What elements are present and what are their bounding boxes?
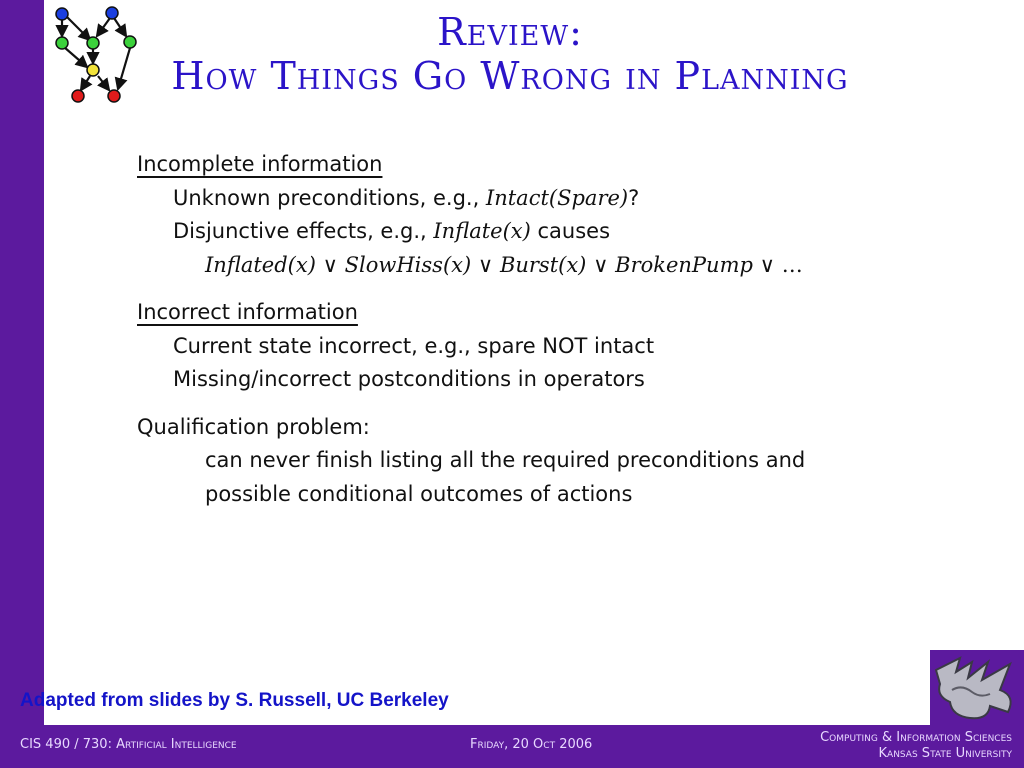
footer-dept-line-1: Computing & Information Sciences <box>820 730 1012 745</box>
footer-course: CIS 490 / 730: Artificial Intelligence <box>20 737 237 752</box>
text: ? <box>628 185 640 210</box>
slide-content <box>137 148 897 511</box>
or-symbol: ∨ <box>759 252 776 277</box>
or-symbol: ∨ <box>593 252 609 277</box>
term-brokenpump: BrokenPump <box>615 252 753 277</box>
footer-dept-line-2: Kansas State University <box>878 746 1012 761</box>
item-disjunctive-effects <box>137 215 897 249</box>
math-inflate: Inflate(x) <box>433 219 531 243</box>
footer-date: Friday, 20 Oct 2006 <box>470 737 593 752</box>
list-item: Current state incorrect, e.g., spare NOT intact <box>173 333 655 358</box>
text: Unknown preconditions, e.g., <box>173 185 486 210</box>
list-item: possible conditional outcomes of actions <box>205 481 633 506</box>
term-inflated: Inflated(x) <box>205 252 316 277</box>
list-item: can never finish listing all the required preconditions and <box>205 448 806 472</box>
heading-incomplete: Incomplete information <box>137 152 383 176</box>
section-incomplete <box>137 148 897 282</box>
section-incorrect <box>137 296 897 397</box>
ellipsis: … <box>781 252 803 277</box>
term-burst: Burst(x) <box>499 252 587 277</box>
item-unknown-preconditions <box>137 182 897 216</box>
credit-text: Adapted from slides by S. Russell, UC Berkeley <box>20 690 449 711</box>
text: causes <box>530 219 611 243</box>
footer-department <box>820 730 1012 762</box>
wildcat-logo-icon <box>930 650 1024 726</box>
list-item: Missing/incorrect postconditions in operators <box>173 367 645 391</box>
slide-title <box>130 10 890 98</box>
left-frame-bar <box>0 0 44 725</box>
or-symbol: ∨ <box>322 252 338 277</box>
math-intact-spare: Intact(Spare) <box>485 185 629 210</box>
or-symbol: ∨ <box>477 252 494 277</box>
term-slowhiss: SlowHiss(x) <box>344 252 472 277</box>
heading-qualification: Qualification problem: <box>137 414 370 439</box>
title-line-1: Review: <box>437 10 583 54</box>
heading-incorrect: Incorrect information <box>137 300 358 324</box>
title-line-2: How Things Go Wrong in Planning <box>171 54 849 98</box>
section-qualification <box>137 411 897 512</box>
disjunction-formula <box>137 249 897 283</box>
text: Disjunctive effects, e.g., <box>173 219 434 243</box>
